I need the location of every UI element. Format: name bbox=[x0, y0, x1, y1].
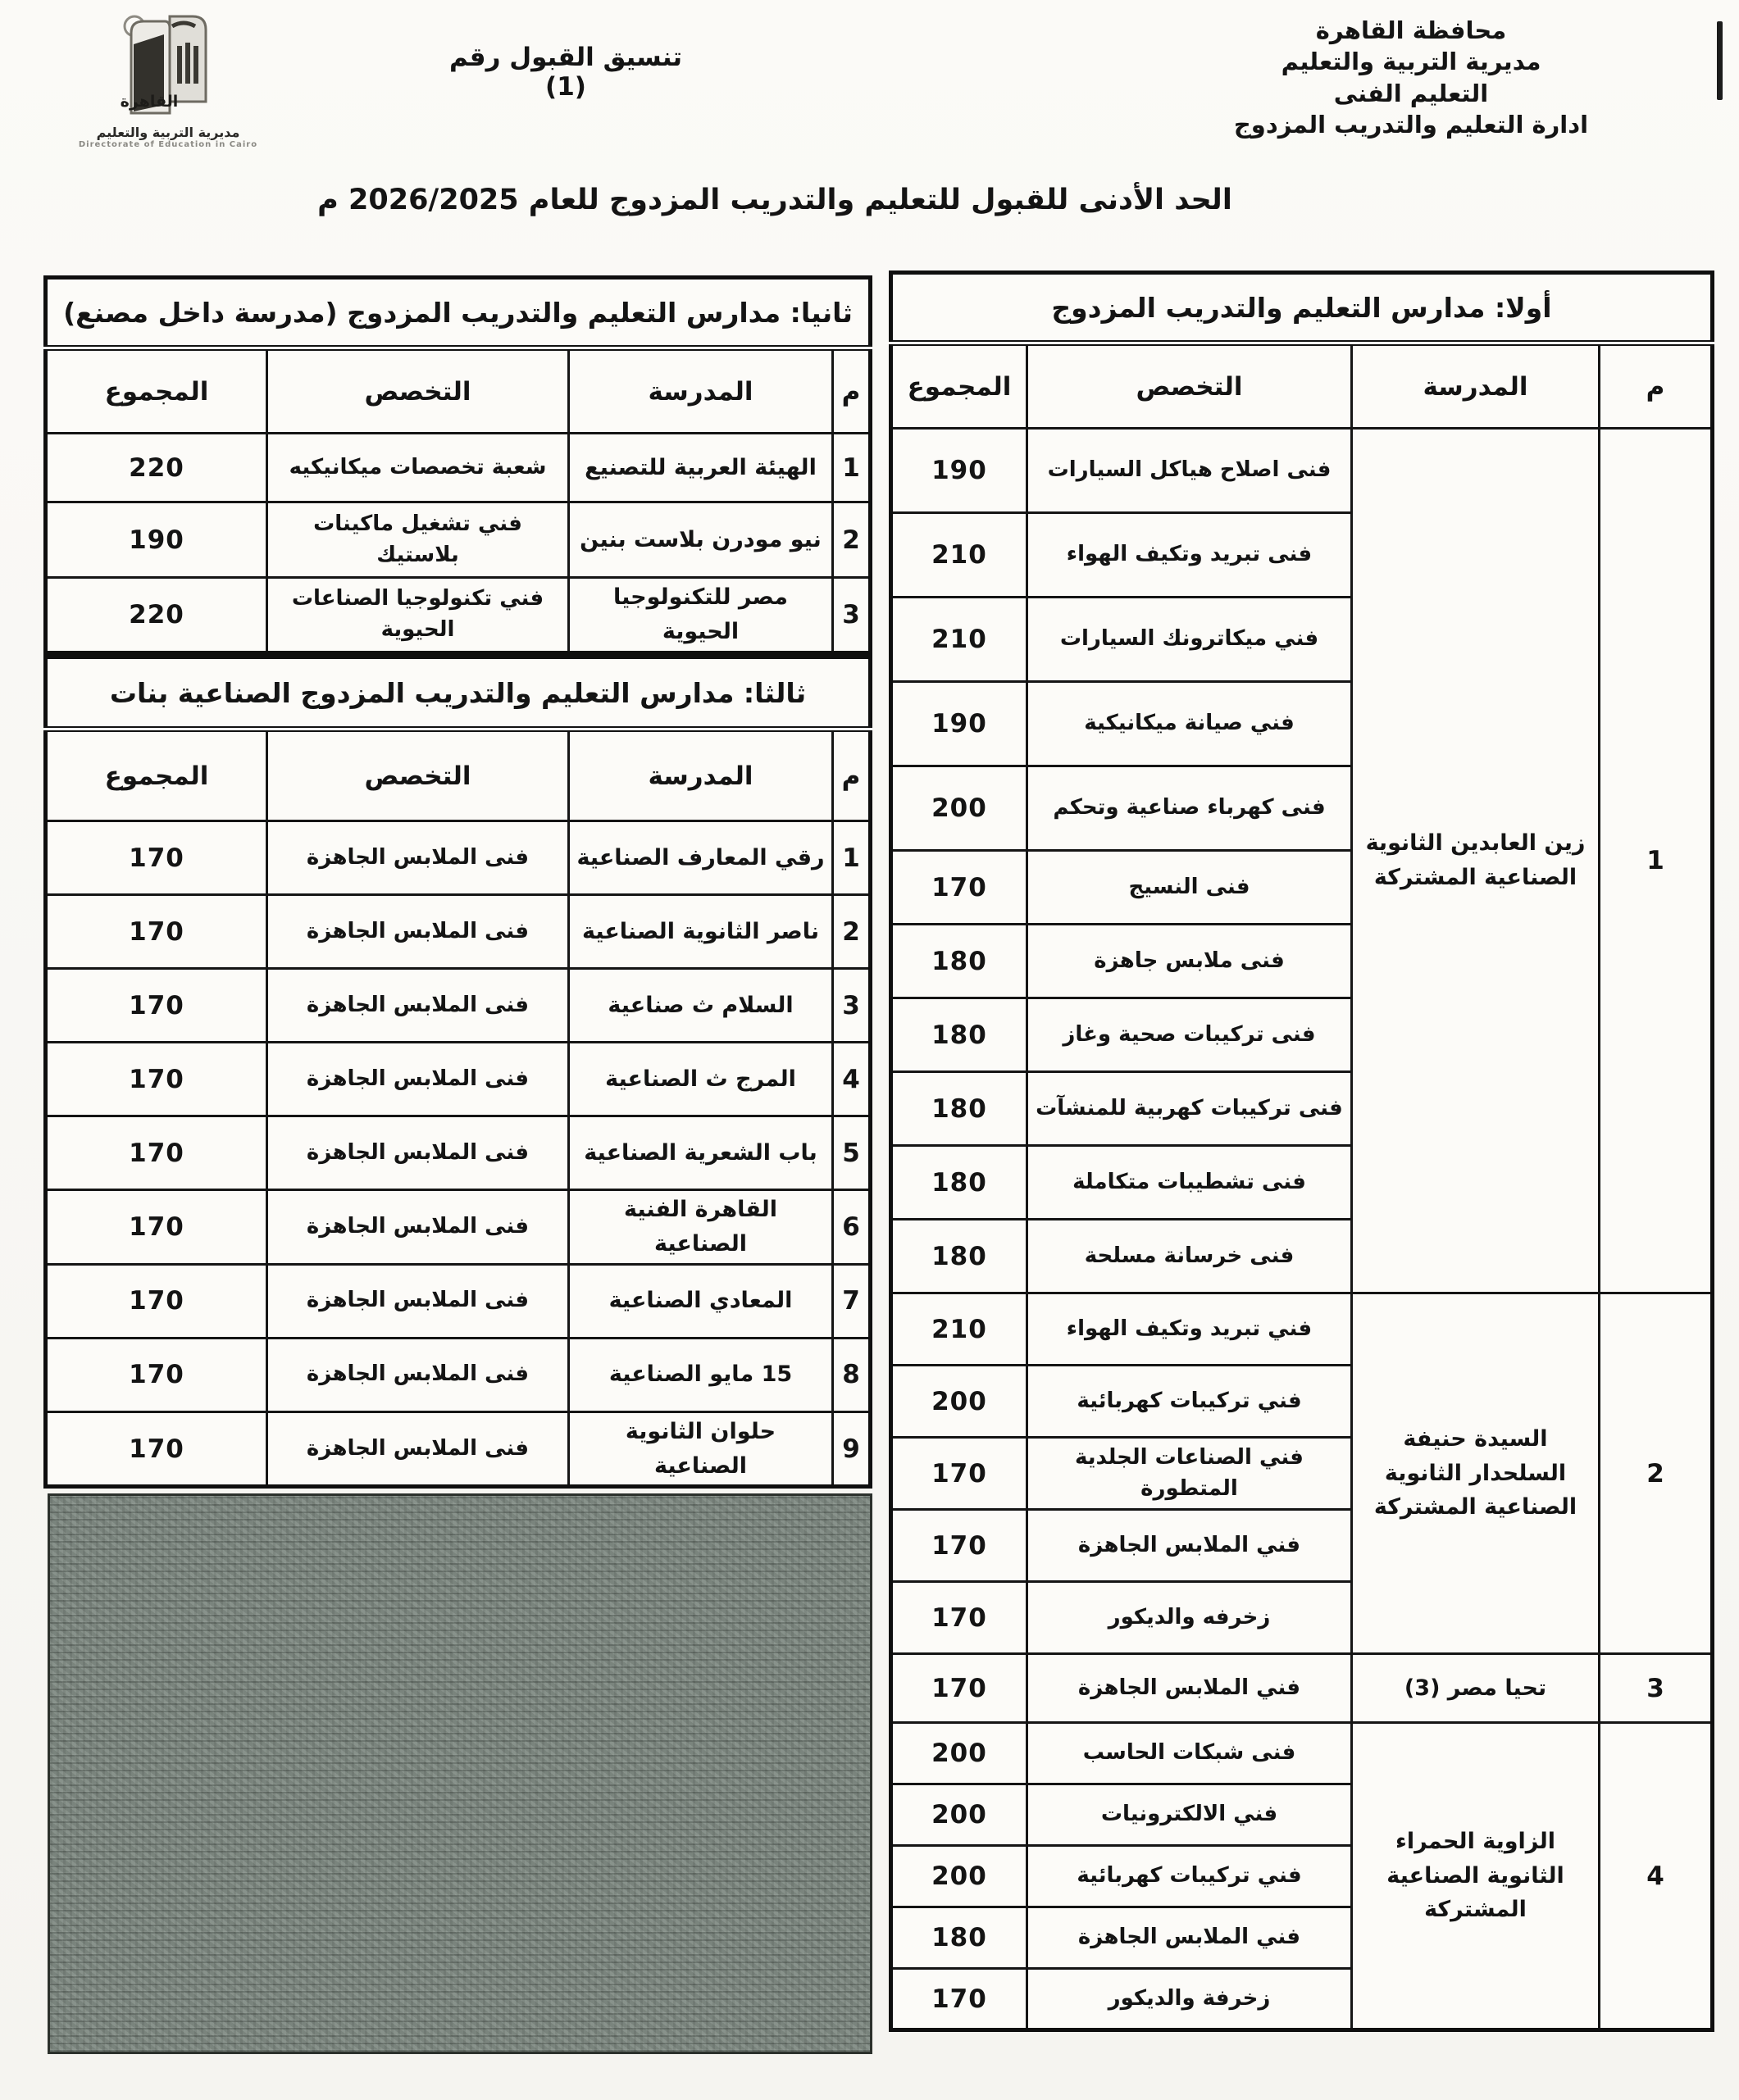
specialty-cell: فنى الملابس الجاهزة bbox=[267, 1264, 569, 1338]
specialty-cell: فنى ملابس جاهزة bbox=[1027, 925, 1352, 998]
school-name-cell: زين العابدين الثانوية الصناعية المشتركة bbox=[1352, 429, 1600, 1293]
total-cell: 180 bbox=[890, 1220, 1027, 1293]
school-name-cell: السيدة حنيفة السلحدار الثانوية الصناعية المشتركة bbox=[1352, 1293, 1600, 1654]
total-cell: 170 bbox=[46, 821, 267, 895]
school-name-cell: المرج ث الصناعية bbox=[569, 1043, 833, 1116]
org-line-technical-education: التعليم الفنى bbox=[1333, 79, 1489, 107]
serial-cell: 4 bbox=[1600, 1723, 1713, 2030]
school-name-cell: ناصر الثانوية الصناعية bbox=[569, 895, 833, 969]
total-cell: 180 bbox=[890, 1072, 1027, 1146]
serial-cell: 2 bbox=[1600, 1293, 1713, 1654]
specialty-cell: زخرفة والديكور bbox=[1027, 1969, 1352, 2030]
total-cell: 200 bbox=[890, 1846, 1027, 1907]
specialty-cell: فني ميكاترونك السيارات bbox=[1027, 598, 1352, 682]
specialty-cell: فني الملابس الجاهزة bbox=[1027, 1654, 1352, 1723]
specialty-cell: فني تبريد وتكيف الهواء bbox=[1027, 1293, 1352, 1366]
col-header-total: المجموع bbox=[45, 348, 266, 434]
total-cell: 210 bbox=[890, 598, 1027, 682]
serial-cell: 4 bbox=[833, 1043, 871, 1116]
school-name-cell: القاهرة الفنية الصناعية bbox=[569, 1190, 833, 1265]
serial-cell: 1 bbox=[1600, 429, 1713, 1293]
total-cell: 170 bbox=[46, 1411, 267, 1487]
total-cell: 170 bbox=[46, 1043, 267, 1116]
specialty-cell: فنى الملابس الجاهزة bbox=[267, 969, 569, 1043]
specialty-cell: فنى الملابس الجاهزة bbox=[267, 821, 569, 895]
col-header-no: م bbox=[1600, 343, 1713, 429]
specialty-cell: فنى تبريد وتكيف الهواء bbox=[1027, 513, 1352, 598]
specialty-cell: فني الالكترونيات bbox=[1027, 1784, 1352, 1846]
section-first-dual-schools bbox=[893, 270, 1714, 2032]
specialty-cell: فنى كهرباء صناعية وتحكم bbox=[1027, 766, 1352, 851]
total-cell: 190 bbox=[890, 429, 1027, 513]
total-cell: 180 bbox=[890, 998, 1027, 1072]
logo-emblem-icon bbox=[107, 8, 230, 123]
specialty-cell: فنى الملابس الجاهزة bbox=[267, 1043, 569, 1116]
school-name-cell: باب الشعرية الصناعية bbox=[569, 1116, 833, 1190]
total-cell: 200 bbox=[890, 1723, 1027, 1784]
specialty-cell: فني تكنولوجيا الصناعات الحيوية bbox=[267, 578, 569, 653]
specialty-cell: فنى خرسانة مسلحة bbox=[1027, 1220, 1352, 1293]
total-cell: 200 bbox=[890, 1366, 1027, 1438]
specialty-cell: زخرفه والديكور bbox=[1027, 1582, 1352, 1654]
total-cell: 220 bbox=[45, 578, 266, 653]
specialty-cell: فنى الملابس الجاهزة bbox=[267, 1116, 569, 1190]
specialty-cell: فنى النسيج bbox=[1027, 851, 1352, 925]
total-cell: 170 bbox=[890, 1582, 1027, 1654]
org-line-governorate: محافظة القاهرة bbox=[1315, 16, 1507, 44]
specialty-cell: فني تركيبات كهربائية bbox=[1027, 1846, 1352, 1907]
serial-cell: 1 bbox=[833, 434, 871, 502]
total-cell: 170 bbox=[46, 1264, 267, 1338]
total-cell: 180 bbox=[890, 925, 1027, 998]
second-section-table bbox=[43, 275, 872, 655]
specialty-cell: فنى الملابس الجاهزة bbox=[267, 1411, 569, 1487]
col-header-school: المدرسة bbox=[569, 348, 833, 434]
total-cell: 180 bbox=[890, 1907, 1027, 1969]
cairo-governorate-logo bbox=[66, 8, 271, 149]
serial-cell: 2 bbox=[833, 895, 871, 969]
school-name-cell: حلوان الثانوية الصناعية bbox=[569, 1411, 833, 1487]
total-cell: 190 bbox=[45, 502, 266, 578]
org-header-block bbox=[1132, 15, 1690, 140]
section-second-and-third bbox=[48, 275, 872, 2054]
specialty-cell: فني الملابس الجاهزة bbox=[1027, 1907, 1352, 1969]
specialty-cell: شعبة تخصصات ميكانيكيه bbox=[267, 434, 569, 502]
third-section-table bbox=[43, 655, 872, 1489]
specialty-cell: فنى تركيبات كهربية للمنشآت bbox=[1027, 1072, 1352, 1146]
total-cell: 170 bbox=[46, 1116, 267, 1190]
col-header-total: المجموع bbox=[890, 343, 1027, 429]
col-header-school: المدرسة bbox=[569, 730, 833, 821]
serial-cell: 6 bbox=[833, 1190, 871, 1265]
col-header-no: م bbox=[833, 730, 871, 821]
specialty-cell: فنى اصلاح هياكل السيارات bbox=[1027, 429, 1352, 513]
section-title: ثانيا: مدارس التعليم والتدريب المزدوج (مدرسة داخل مصنع) bbox=[45, 278, 870, 348]
total-cell: 180 bbox=[890, 1146, 1027, 1220]
total-cell: 210 bbox=[890, 1293, 1027, 1366]
total-cell: 200 bbox=[890, 1784, 1027, 1846]
serial-cell: 3 bbox=[833, 969, 871, 1043]
org-line-directorate: مديرية التربية والتعليم bbox=[1281, 48, 1541, 76]
total-cell: 170 bbox=[890, 1510, 1027, 1582]
total-cell: 170 bbox=[46, 1190, 267, 1265]
specialty-cell: فني صيانة ميكانيكية bbox=[1027, 682, 1352, 766]
scan-artifact-line bbox=[1717, 21, 1723, 100]
school-name-cell: تحيا مصر (3) bbox=[1352, 1654, 1600, 1723]
admission-coordination-label: تنسيق القبول رقم (1) bbox=[448, 43, 683, 102]
serial-cell: 8 bbox=[833, 1338, 871, 1411]
col-header-specialty: التخصص bbox=[267, 730, 569, 821]
serial-cell: 3 bbox=[1600, 1654, 1713, 1723]
org-line-dual-education-admin: ادارة التعليم والتدريب المزدوج bbox=[1233, 110, 1589, 139]
total-cell: 170 bbox=[890, 1654, 1027, 1723]
logo-caption-english: Directorate of Education in Cairo bbox=[78, 140, 258, 149]
col-header-specialty: التخصص bbox=[1027, 343, 1352, 429]
specialty-cell: فنى الملابس الجاهزة bbox=[267, 895, 569, 969]
total-cell: 170 bbox=[890, 851, 1027, 925]
serial-cell: 5 bbox=[833, 1116, 871, 1190]
school-name-cell: نيو مودرن بلاست بنين bbox=[569, 502, 833, 578]
specialty-cell: فني الصناعات الجلدية المتطورة bbox=[1027, 1438, 1352, 1510]
specialty-cell: فنى الملابس الجاهزة bbox=[267, 1338, 569, 1411]
school-name-cell: مصر للتكنولوجيا الحيوية bbox=[569, 578, 833, 653]
col-header-no: م bbox=[833, 348, 871, 434]
total-cell: 170 bbox=[46, 895, 267, 969]
logo-caption-arabic: مديرية التربية والتعليم bbox=[96, 125, 240, 140]
total-cell: 200 bbox=[890, 766, 1027, 851]
serial-cell: 2 bbox=[833, 502, 871, 578]
specialty-cell: فنى تركيبات صحية وغاز bbox=[1027, 998, 1352, 1072]
school-name-cell: رقي المعارف الصناعية bbox=[569, 821, 833, 895]
specialty-cell: فني الملابس الجاهزة bbox=[1027, 1510, 1352, 1582]
total-cell: 170 bbox=[46, 969, 267, 1043]
total-cell: 220 bbox=[45, 434, 266, 502]
specialty-cell: فنى تشطيبات متكاملة bbox=[1027, 1146, 1352, 1220]
page-title: الحد الأدنى للقبول للتعليم والتدريب المزدوج للعام 2026/2025 م bbox=[317, 184, 1232, 216]
specialty-cell: فني تركيبات كهربائية bbox=[1027, 1366, 1352, 1438]
school-name-cell: 15 مايو الصناعية bbox=[569, 1338, 833, 1411]
logo-title-text: القاهرة bbox=[120, 93, 179, 111]
total-cell: 170 bbox=[890, 1438, 1027, 1510]
serial-cell: 1 bbox=[833, 821, 871, 895]
serial-cell: 9 bbox=[833, 1411, 871, 1487]
specialty-cell: فني تشغيل ماكينات بلاستيك bbox=[267, 502, 569, 578]
col-header-specialty: التخصص bbox=[267, 348, 569, 434]
school-name-cell: السلام ث صناعية bbox=[569, 969, 833, 1043]
total-cell: 170 bbox=[890, 1969, 1027, 2030]
school-name-cell: المعادي الصناعية bbox=[569, 1264, 833, 1338]
specialty-cell: فنى شبكات الحاسب bbox=[1027, 1723, 1352, 1784]
total-cell: 170 bbox=[46, 1338, 267, 1411]
serial-cell: 3 bbox=[833, 578, 871, 653]
total-cell: 210 bbox=[890, 513, 1027, 598]
col-header-total: المجموع bbox=[46, 730, 267, 821]
section-title: أولا: مدارس التعليم والتدريب المزدوج bbox=[890, 273, 1712, 343]
school-name-cell: الزاوية الحمراء الثانوية الصناعية المشتركة bbox=[1352, 1723, 1600, 2030]
specialty-cell: فنى الملابس الجاهزة bbox=[267, 1190, 569, 1265]
total-cell: 190 bbox=[890, 682, 1027, 766]
section-title: ثالثا: مدارس التعليم والتدريب المزدوج الصناعية بنات bbox=[46, 657, 871, 730]
serial-cell: 7 bbox=[833, 1264, 871, 1338]
school-name-cell: الهيئة العربية للتصنيع bbox=[569, 434, 833, 502]
col-header-school: المدرسة bbox=[1352, 343, 1600, 429]
first-section-table bbox=[889, 270, 1714, 2032]
scan-noise-region bbox=[48, 1493, 872, 2054]
